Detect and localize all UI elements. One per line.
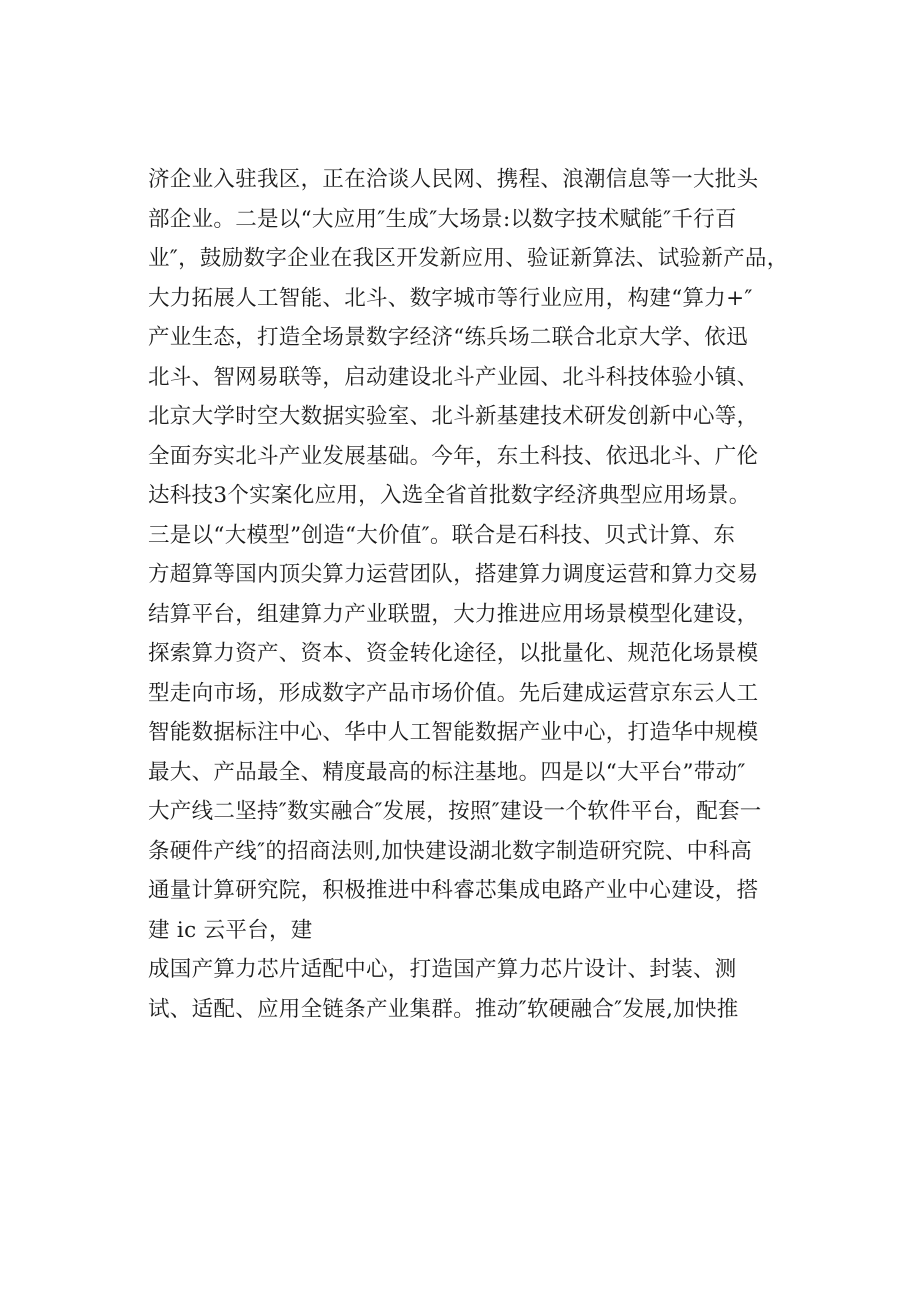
text-line: 最大、产品最全、精度最高的标注基地。四是以“大平台”带动″ xyxy=(148,759,746,785)
text-line: 三是以“大模型”创造“大价值″。联合是石科技、贝式计算、东 xyxy=(148,522,736,548)
text-line: 方超算等国内顶尖算力运营团队，搭建算力调度运营和算力交易 xyxy=(148,562,759,587)
text-line: 产业生态，打造全场景数字经济“练兵场二联合北京大学、依迅 xyxy=(148,325,748,350)
text-line: 全面夯实北斗产业发展基础。今年，东土科技、依迅北斗、广伦 xyxy=(148,443,759,469)
text-line: 部企业。二是以“大应用″生成″大场景:以数字技术赋能″千行百 xyxy=(148,206,737,232)
text-line: 条硬件产线″的招商法则,加快建设湖北数字制造研究院、中科高 xyxy=(148,838,753,864)
text-line: 成国产算力芯片适配中心，打造国产算力芯片设计、封装、测 xyxy=(148,957,737,982)
text-line: 通量计算研究院，积极推进中科睿芯集成电路产业中心建设，搭 xyxy=(148,878,759,903)
text-line: 北斗、智网易联等，启动建设北斗产业园、北斗科技体验小镇、 xyxy=(148,364,759,390)
text-line: 结算平台，组建算力产业联盟，大力推进应用场景模型化建设， xyxy=(148,601,759,627)
text-line: 北京大学时空大数据实验室、北斗新基建技术研发创新中心等， xyxy=(148,404,759,429)
text-line: 大产线二坚持″数实融合″发展，按照″建设一个软件平台，配套一 xyxy=(148,799,762,824)
text-line: 建 ic 云平台，建 xyxy=(148,917,313,943)
text-line: 达科技3个实案化应用，入选全省首批数字经济典型应用场景。 xyxy=(148,483,751,508)
text-line: 型走向市场，形成数字产品市场价值。先后建成运营京东云人工 xyxy=(148,680,759,706)
text-line: 济企业入驻我区，正在洽谈人民网、携程、浪潮信息等一大批头 xyxy=(148,167,759,192)
text-line: 大力拓展人工智能、北斗、数字城市等行业应用，构建“算力+″ xyxy=(148,285,753,311)
text-line: 试、适配、应用全链条产业集群。推动″软硬融合″发展,加快推 xyxy=(148,996,739,1022)
text-line: 探索算力资产、资本、资金转化途径，以批量化、规范化场景模 xyxy=(148,641,759,666)
text-line: 业″，鼓励数字企业在我区开发新应用、验证新算法、试验新产品， xyxy=(148,246,789,271)
document-body xyxy=(148,160,808,1029)
text-line: 智能数据标注中心、华中人工智能数据产业中心，打造华中规模 xyxy=(148,720,759,745)
